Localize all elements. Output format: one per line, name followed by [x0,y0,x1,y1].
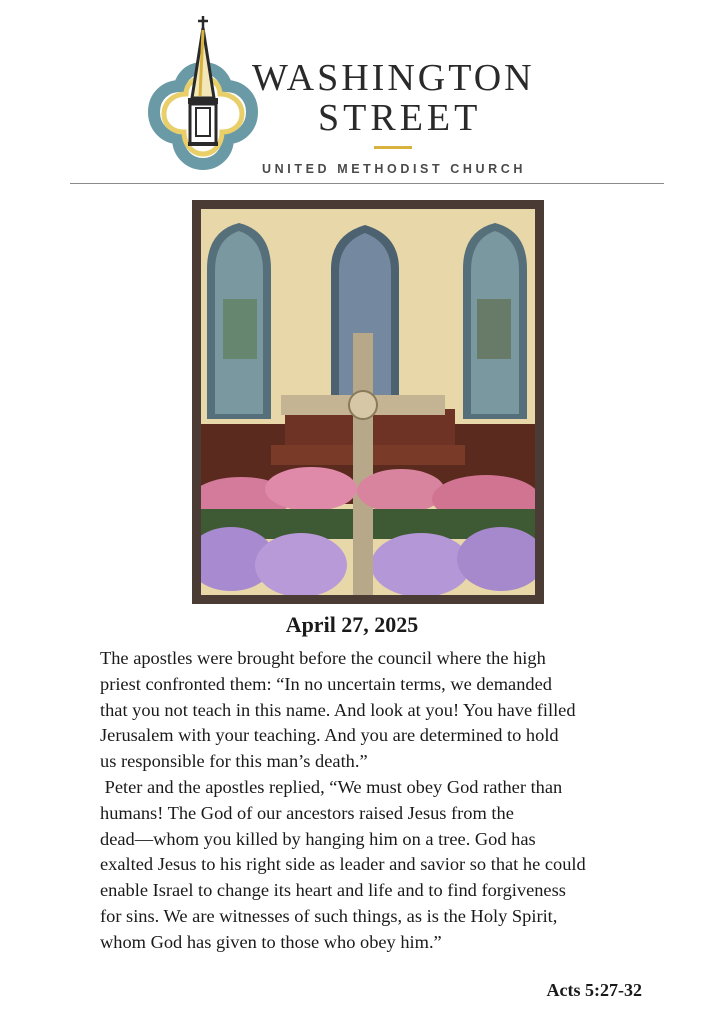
scripture-citation: Acts 5:27-32 [546,980,642,1000]
scripture-line: enable Israel to change its heart and life and to find forgiveness [100,880,566,901]
church-name-line-1: WASHINGTON [252,57,535,99]
scripture-line: dead—whom you killed by hanging him on a tree. God has [100,828,536,849]
header-divider [70,183,664,184]
church-subtitle: UNITED METHODIST CHURCH [262,162,527,176]
service-date: April 27, 2025 [285,612,419,637]
scripture-line: that you not teach in this name. And look at you! You have filled [100,699,576,720]
scripture-line: The apostles were brought before the council where the high [100,648,546,668]
scripture-line: Peter and the apostles replied, “We must obey God rather than [100,776,563,797]
scripture-line: for sins. We are witnesses of such things, as is the Holy Spirit, [100,905,558,926]
gold-accent-divider [374,146,412,149]
scripture-line: exalted Jesus to his right side as leader and savior so that he could [100,854,586,875]
church-logo-icon [148,16,258,174]
scripture-line: whom God has given to those who obey him.” [100,931,442,952]
scripture-line: humans! The God of our ancestors raised Jesus from the [100,802,514,823]
scripture-line: Jerusalem with your teaching. And you are determined to hold [100,725,559,746]
scripture-passage [100,646,660,956]
sanctuary-photo [192,200,544,604]
scripture-line: priest confronted them: “In no uncertain terms, we demanded [100,673,552,694]
church-name-line-2: STREET [318,97,482,139]
scripture-line: us responsible for this man’s death.” [100,751,368,772]
